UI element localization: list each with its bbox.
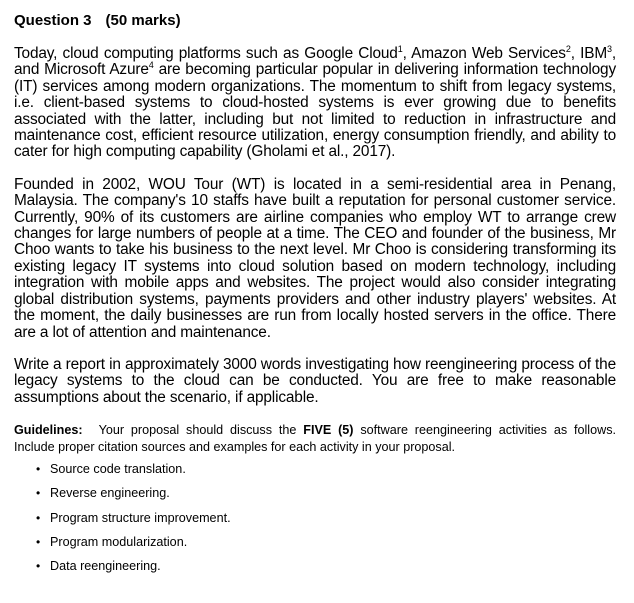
activity-label: Program modularization. xyxy=(50,535,188,550)
guidelines-label: Guidelines: xyxy=(14,423,83,438)
bullet-icon: • xyxy=(36,486,41,501)
scenario-paragraph: Founded in 2002, WOU Tour (WT) is located in a semi-residential area in Penang, Malaysia. The company's 10 staffs have built a reputation for personal customer service. Currently, 90% of its customers are airline companies who employ WT to arrange crew changes for large numbers of people at a time. The CEO and founder of the business, Mr Choo wants to take his business to the next level. Mr Choo is considering transforming its existing legacy IT systems into cloud solution based on modern technology, including integration with mobile apps and websites. The project would also consider integrating global distribution systems, payments providers and other industry players' websites. At the moment, the daily businesses are run from locally hosted servers in the office. There are a lot of attention and maintenance. xyxy=(14,175,616,341)
intro-text-1: Today, cloud computing platforms such as Google Cloud xyxy=(14,45,398,62)
intro-text-4: , and Microsoft Azure xyxy=(14,45,616,79)
list-item xyxy=(36,534,616,550)
guidelines-paragraph xyxy=(14,422,616,455)
footnote-ref-3: 3 xyxy=(607,44,612,54)
intro-text-5: are becoming particular popular in delivering information technology (IT) services among modern organizations. The momentum to shift from legacy systems, i.e. client-based systems to cloud-hosted systems is ever growing due to benefits associated with the latter, including but not limited to reduction in infrastructure and maintenance cost, efficient resource utilization, energy consumption friendly, and ability to cater for high computing capability (Gholami et al., 2017). xyxy=(14,61,616,161)
bullet-icon: • xyxy=(36,510,41,525)
activity-label: Source code translation. xyxy=(50,462,186,477)
list-item xyxy=(36,461,616,477)
list-item xyxy=(36,485,616,501)
intro-text-2: , Amazon Web Services xyxy=(402,45,566,62)
question-document xyxy=(14,12,616,583)
activities-list xyxy=(14,461,616,574)
task-paragraph: Write a report in approximately 3000 words investigating how reengineering process of the legacy systems to the cloud can be conducted. You are free to make reasonable assumptions about the scenario, if applicable. xyxy=(14,355,616,406)
question-heading xyxy=(14,12,616,30)
list-item xyxy=(36,558,616,574)
guidelines-text-before: Your proposal should discuss the xyxy=(98,423,304,438)
activity-label: Data reengineering. xyxy=(50,559,161,574)
question-marks: (50 marks) xyxy=(105,12,181,29)
guidelines-emphasis: FIVE (5) xyxy=(303,423,354,438)
activity-label: Program structure improvement. xyxy=(50,510,231,525)
intro-text-3: , IBM xyxy=(570,45,607,62)
guidelines-text-after: software reengineering activities as follows. Include proper citation sources and examples for each activity in your proposal. xyxy=(14,423,616,454)
question-title: Question 3 xyxy=(14,12,92,29)
intro-paragraph xyxy=(14,46,616,161)
bullet-icon: • xyxy=(36,535,41,550)
footnote-ref-1: 1 xyxy=(397,44,403,54)
list-item xyxy=(36,510,616,526)
activity-label: Reverse engineering. xyxy=(50,486,170,501)
bullet-icon: • xyxy=(36,462,41,477)
bullet-icon: • xyxy=(36,559,41,574)
footnote-ref-4: 4 xyxy=(148,60,154,71)
footnote-ref-2: 2 xyxy=(565,44,571,54)
